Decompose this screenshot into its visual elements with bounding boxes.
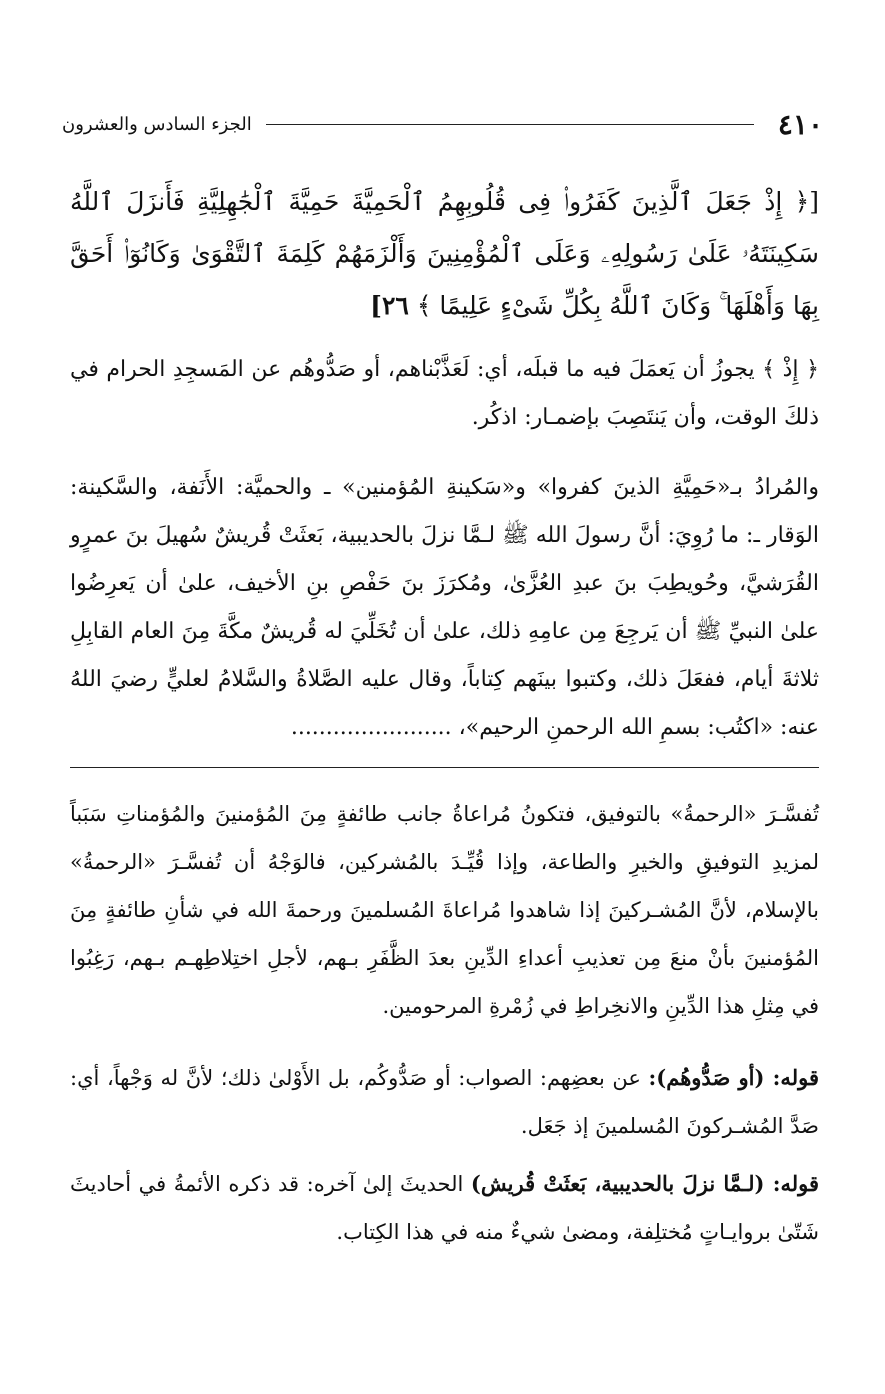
footnote-label: قوله: (لـمَّا نزلَ بالحديبية، بَعثَتْ قُريش) [470,1171,819,1196]
page-number: ٤١٠ [777,107,823,141]
running-title: الجزء السادس والعشرون [62,113,252,135]
footnote-paragraph: تُفسَّـرَ «الرحمةُ» بالتوفيق، فتكونُ مُراعاةُ جانب طائفةٍ مِنَ المُؤمنينَ والمُؤمناتِ سَبَباً لمزيدِ التوفيقِ والخيرِ والطاعة، وإذا قُيِّـدَ بالمُشركين، فالوَجْهُ أن تُفسَّـرَ «الرحمةُ» بالإسلام، لأنَّ المُشـركينَ إذا شاهدوا مُراعاةَ المُسلمينَ ورحمةَ الله في شأنِ طائفةٍ مِنَ المُؤمنينَ بأنْ منعَ مِن تعذيبِ أعداءِ الدِّينِ بعدَ الظَّفَرِ بـهم، لأجلِ اختِلاطِهـم بـهم، رَغِبُوا في مِثلِ هذا الدِّينِ والانخِراطِ في زُمْرةِ المرحومين. [70,802,819,1018]
footnote-divider [70,767,819,768]
verse-reference: ٢٦] [370,291,409,320]
footnote-paragraph [70,1160,819,1256]
footnote-text: عن بعضِهم: الصواب: أو صَدُّوكُم، بل الأَوْلىٰ ذلك؛ لأنَّ له وَجْهاً، أي: صَدَّ المُشـركونَ المُسلمينَ إذ جَعَل. [70,1066,819,1138]
verse-text: [﴿ إِذْ جَعَلَ ٱلَّذِينَ كَفَرُوا۟ فِى قُلُوبِهِمُ ٱلْحَمِيَّةَ حَمِيَّةَ ٱلْجَٰهِلِيَّةِ فَأَنزَلَ ٱللَّهُ سَكِينَتَهُۥ عَلَىٰ رَسُولِهِۦ وَعَلَى ٱلْمُؤْمِنِينَ وَأَلْزَمَهُمْ كَلِمَةَ ٱلتَّقْوَىٰ وَكَانُوٓا۟ أَحَقَّ بِهَا وَأَهْلَهَا ۚ وَكَانَ ٱللَّهُ بِكُلِّ شَىْءٍ عَلِيمًا ﴾ [70,187,819,320]
quran-verse [70,176,819,332]
page-header [62,104,823,144]
commentary-paragraph: ﴿ إِذْ ﴾ يجوزُ أن يَعمَلَ فيه ما قبلَه، أي: لَعَذَّبْناهم، أو صَدُّوهُم عن المَسجِدِ الحرام في ذلكَ الوقت، وأن يَنتَصِبَ بإضمـار: اذكُر. [70,357,819,430]
header-rule [266,124,754,125]
footnote-label: قوله: (أو صَدُّوهُم): [648,1065,819,1090]
commentary-paragraph: والمُرادُ بـ«حَمِيَّةِ الذينَ كفروا» و«سَكينةِ المُؤمنين» ـ والحميَّة: الأَنَفة، والسَّكينة: الوَقار ـ: ما رُوِيَ: أنَّ رسولَ الله ﷺ لـمَّا نزلَ بالحديبية، بَعثَتْ قُريشٌ سُهيلَ بنَ عمرٍو القُرَشيَّ، وحُويطِبَ بنَ عبدِ العُزَّىٰ، ومُكرَزَ بنَ حَفْصِ بنِ الأخيف، علىٰ أن يَعرِضُوا علىٰ النبيِّ ﷺ أن يَرجِعَ مِن عامِهِ ذلك، علىٰ أن تُخَلِّيَ له قُريشٌ مكَّةَ مِنَ العام القابِلِ ثلاثةَ أيام، ففعَلَ ذلك، وكتبوا بينَهم كِتاباً، وقال عليه الصَّلاةُ والسَّلامُ لعليٍّ رضيَ اللهُ عنه: «اكتُب: بسمِ الله الرحمنِ الرحيم»، ....................... [70,475,819,740]
footnote-text: الحديثَ إلىٰ آخره: قد ذكره الأئمةُ في أحاديثَ شَتّىٰ بروايـاتٍ مُختلِفة، ومضىٰ شيءٌ منه في هذا الكِتاب. [70,1172,819,1244]
footnote-paragraph [70,1054,819,1150]
